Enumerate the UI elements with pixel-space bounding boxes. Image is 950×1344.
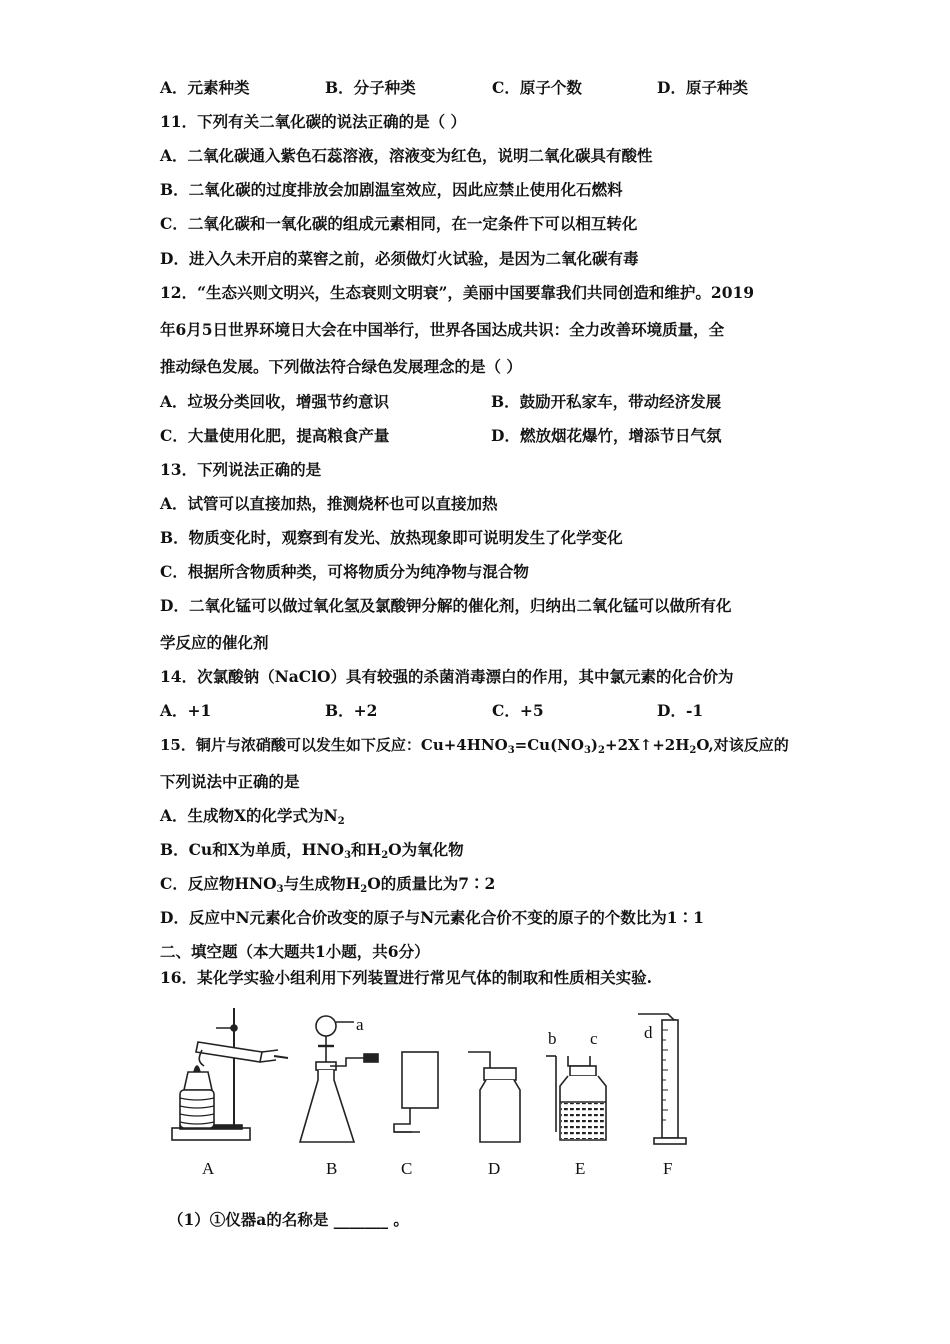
q12-option-d: D．燃放烟花爆竹，增添节日气氛	[491, 426, 722, 445]
q13-stem: 13．下列说法正确的是	[160, 460, 322, 479]
q14-option-d: D．-1	[657, 701, 704, 720]
q12-stem-line1: 12．“生态兴则文明兴，生态衰则文明衰”，美丽中国要靠我们共同创造和维护。2019	[160, 283, 755, 302]
apparatus-label-b: B	[326, 1159, 338, 1178]
apparatus-label-c: C	[401, 1159, 413, 1178]
apparatus-label-e: E	[575, 1159, 586, 1178]
q13-option-b: B．物质变化时，观察到有发光、放热现象即可说明发生了化学变化	[160, 528, 623, 547]
q15-option-a: A．生成物X的化学式为$N_2$	[160, 806, 345, 827]
label-d-part: d	[644, 1023, 653, 1042]
q13-option-a: A．试管可以直接加热，推测烧杯也可以直接加热	[160, 494, 498, 513]
q15-option-b: B．Cu和X为单质，$HNO_3$和$H_2O$为氧化物	[160, 840, 464, 861]
q13-option-d: D．二氧化锰可以做过氧化氢及氯酸钾分解的催化剂，归纳出二氧化锰可以做所有化	[160, 596, 732, 615]
q12-option-c: C．大量使用化肥，提高粮食产量	[160, 426, 390, 445]
q15-option-c: C．反应物$HNO_3$与生成物$H_2O$的质量比为7∶2	[160, 874, 496, 895]
q10-option-c: C．原子个数	[492, 78, 582, 97]
q16-stem: 16．某化学实验小组利用下列装置进行常见气体的制取和性质相关实验.	[160, 968, 652, 987]
q11-stem: 11．下列有关二氧化碳的说法正确的是（ ）	[160, 112, 466, 131]
q12-stem-line3: 推动绿色发展。下列做法符合绿色发展理念的是（ ）	[160, 357, 522, 376]
apparatus-label-a: A	[202, 1159, 215, 1178]
q10-option-b: B．分子种类	[325, 78, 416, 97]
q11-option-c: C．二氧化碳和一氧化碳的组成元素相同，在一定条件下可以相互转化	[160, 214, 638, 233]
q12-stem-line2: 年6月5日世界环境日大会在中国举行，世界各国达成共识：全力改善环境质量，全	[160, 320, 725, 339]
apparatus-d	[468, 1052, 520, 1142]
q10-option-d: D．原子种类	[657, 78, 748, 97]
q11-option-d: D．进入久未开启的菜窖之前，必须做灯火试验，是因为二氧化碳有毒	[160, 249, 639, 268]
q15-stem-line2: 下列说法中正确的是	[160, 772, 300, 791]
q11-option-a: A．二氧化碳通入紫色石蕊溶液，溶液变为红色，说明二氧化碳具有酸性	[160, 146, 653, 165]
apparatus-c	[394, 1052, 438, 1132]
q14-option-a: A．+1	[160, 701, 212, 720]
apparatus-b	[300, 1016, 378, 1142]
label-b-part: b	[548, 1029, 557, 1048]
apparatus-label-d: D	[488, 1159, 501, 1178]
apparatus-label-f: F	[663, 1159, 673, 1178]
q12-option-a: A．垃圾分类回收，增强节约意识	[160, 392, 390, 411]
q14-option-b: B．+2	[325, 701, 378, 720]
section2-title: 二、填空题（本大题共1小题，共6分）	[160, 942, 430, 961]
apparatus-e	[546, 1056, 606, 1140]
q12-option-b: B．鼓励开私家车，带动经济发展	[491, 392, 722, 411]
q13-option-d-continuation: 学反应的催化剂	[160, 633, 269, 652]
q13-option-c: C．根据所含物质种类，可将物质分为纯净物与混合物	[160, 562, 529, 581]
q10-option-a: A．元素种类	[160, 78, 250, 97]
apparatus-figure	[150, 1000, 710, 1190]
q14-stem: 14．次氯酸钠（NaClO）具有较强的杀菌消毒漂白的作用，其中氯元素的化合价为	[160, 667, 734, 686]
apparatus-a	[172, 1008, 288, 1140]
q15-stem: 15．铜片与浓硝酸可以发生如下反应：$Cu+4HNO_3=Cu(NO_3)_2+2X↑+2H_2O$,对该反应的	[160, 736, 789, 756]
q16-subquestion-1: （1）①仪器a的名称是 _______ 。	[168, 1210, 409, 1229]
q11-option-b: B．二氧化碳的过度排放会加剧温室效应，因此应禁止使用化石燃料	[160, 180, 623, 199]
q15-option-d: D．反应中N元素化合价改变的原子与N元素化合价不变的原子的个数比为1∶1	[160, 908, 704, 927]
label-c-part: c	[590, 1029, 598, 1048]
q14-option-c: C．+5	[492, 701, 544, 720]
label-a-part: a	[356, 1015, 364, 1034]
